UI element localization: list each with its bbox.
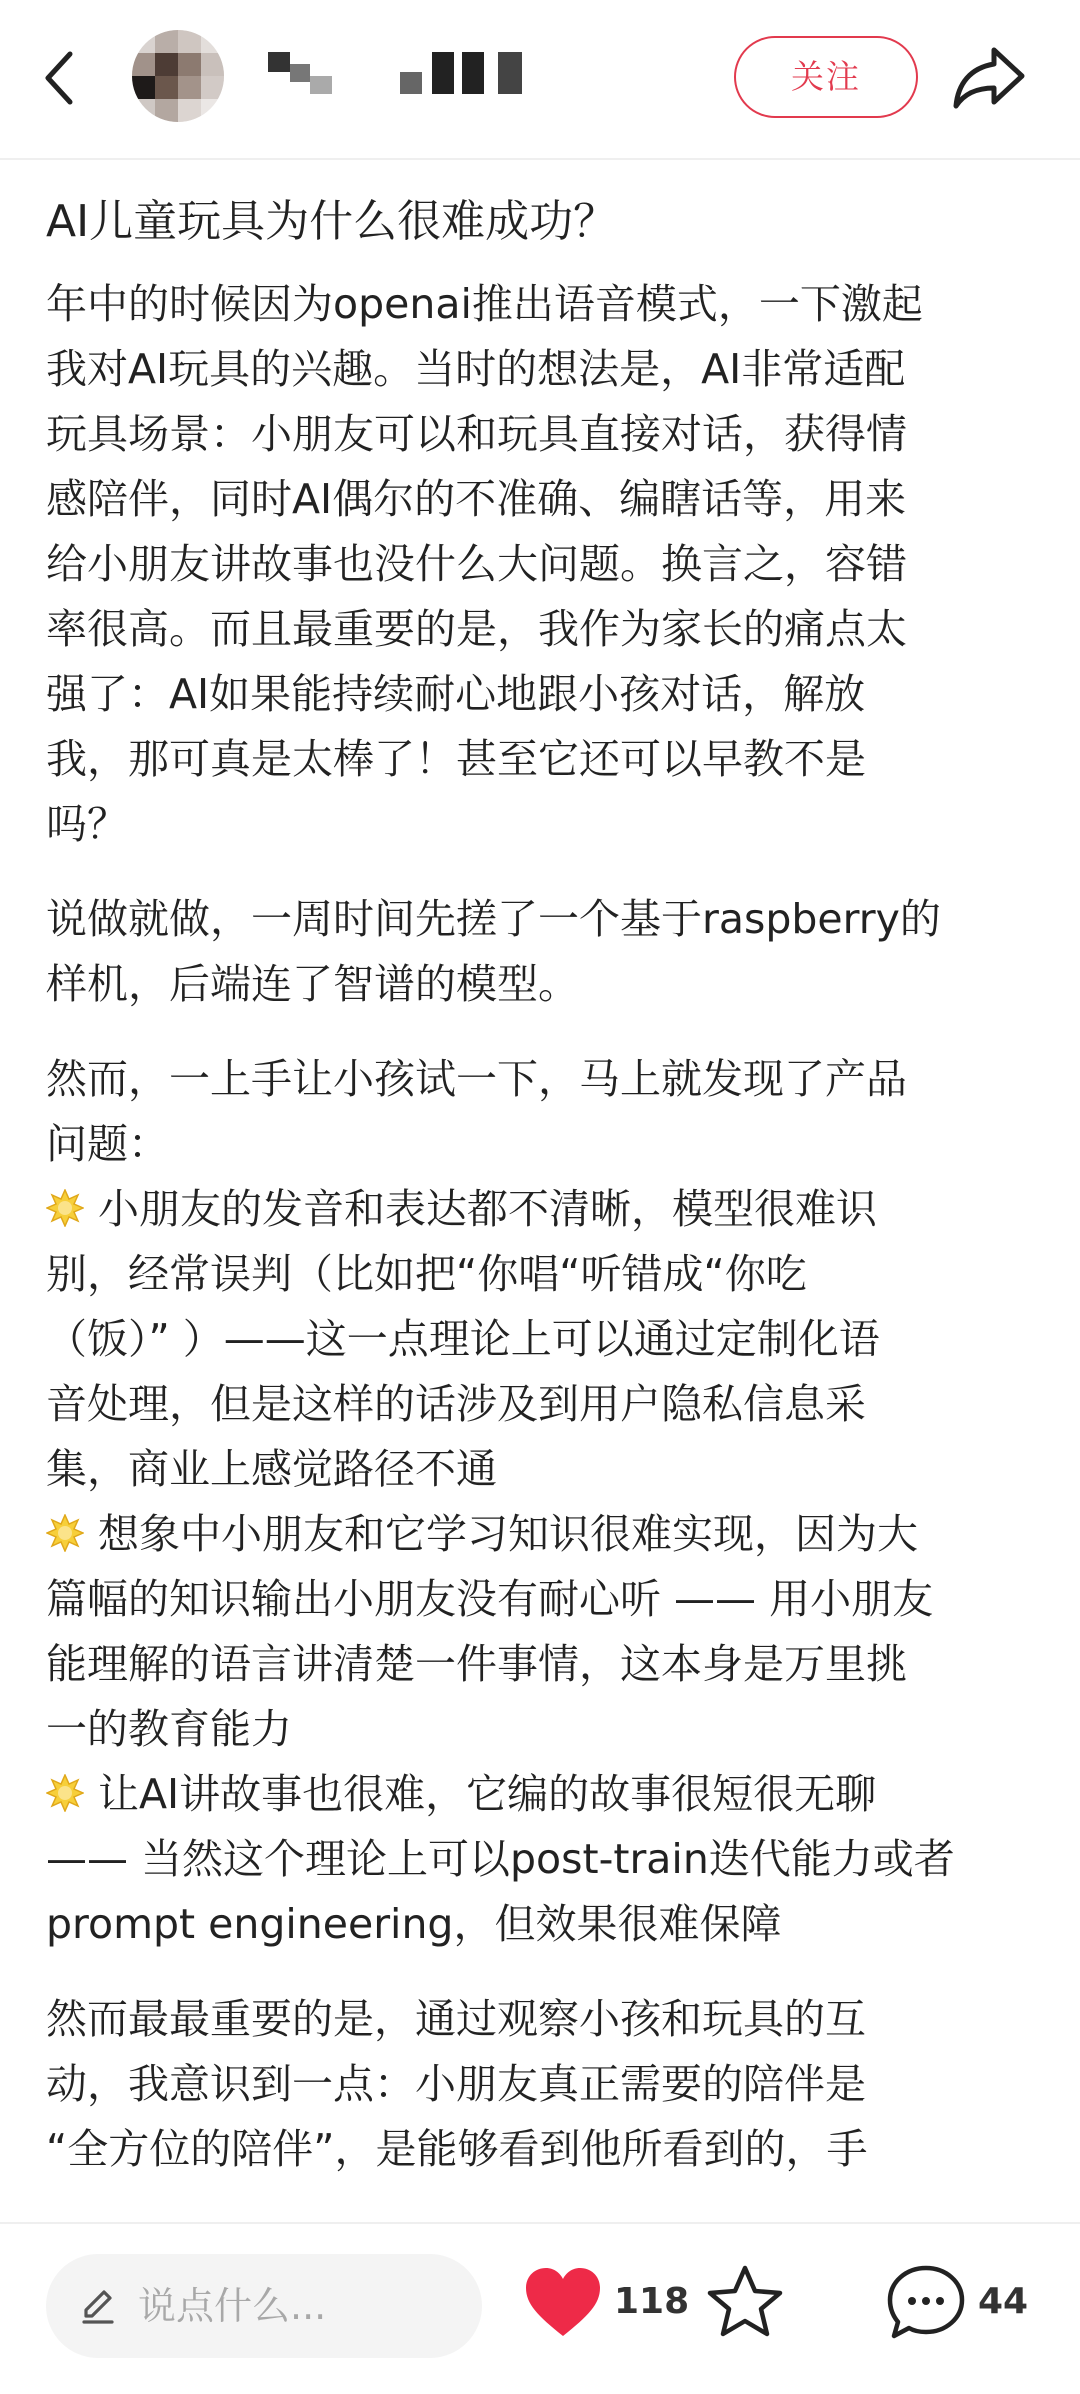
like-button[interactable]	[524, 2266, 602, 2338]
text-line: （饭）” ）——这一点理论上可以通过定制化语	[46, 1315, 880, 1363]
comment-bubble-icon	[886, 2264, 966, 2342]
share-icon	[950, 40, 1030, 116]
text-line: 然而最最重要的是，通过观察小孩和玩具的互	[46, 1995, 866, 2043]
text-line: “全方位的陪伴”，是能够看到他所看到的，手	[46, 2125, 868, 2173]
bullet-item	[46, 1177, 1036, 1502]
text-line: 问题：	[46, 1120, 169, 1168]
text-line: prompt engineering，但效果很难保障	[46, 1900, 782, 1948]
sun-bullet-icon	[46, 1189, 84, 1227]
text-line: 我，那可真是太棒了！甚至它还可以早教不是	[46, 735, 866, 783]
collect-button[interactable]	[706, 2264, 784, 2340]
back-arrow-icon	[36, 40, 96, 116]
post-title: AI儿童玩具为什么很难成功？	[46, 196, 618, 247]
text-line: 吗？	[46, 800, 128, 848]
text-line: 样机，后端连了智谱的模型。	[46, 960, 579, 1008]
bullet-line	[46, 1762, 1036, 1827]
text-line: 音处理，但是这样的话涉及到用户隐私信息采	[46, 1380, 866, 1428]
paragraph-3	[46, 1047, 1036, 1957]
bullet-line	[46, 1502, 1036, 1567]
share-button[interactable]	[950, 40, 1030, 116]
text-line: —— 当然这个理论上可以post-train迭代能力或者	[46, 1835, 955, 1883]
text-line: 一的教育能力	[46, 1705, 292, 1753]
sun-bullet-icon	[46, 1514, 84, 1552]
follow-button[interactable]: 关注	[734, 36, 918, 118]
text-line: 然而，一上手让小孩试一下，马上就发现了产品	[46, 1055, 907, 1103]
text-line: 我对AI玩具的兴趣。当时的想法是，AI非常适配	[46, 345, 906, 393]
bottom-action-bar	[0, 2222, 1080, 2394]
top-nav-bar	[0, 0, 1080, 160]
text-line: 年中的时候因为openai推出语音模式，一下激起	[46, 280, 923, 328]
text-line: 别，经常误判（比如把“你唱“听错成“你吃	[46, 1250, 807, 1298]
text-line: 给小朋友讲故事也没什么大问题。换言之，容错	[46, 540, 907, 588]
comment-placeholder: 说点什么...	[138, 2284, 327, 2328]
bullet-item	[46, 1502, 1036, 1762]
text-line: 强了：AI如果能持续耐心地跟小孩对话，解放	[46, 670, 866, 718]
post-content	[46, 190, 1036, 2212]
text-line: 集，商业上感觉路径不通	[46, 1445, 497, 1493]
paragraph-4	[46, 1987, 1036, 2182]
text-line: 说做就做，一周时间先搓了一个基于raspberry的	[46, 895, 941, 943]
paragraph-2	[46, 887, 1036, 1017]
text-line: 玩具场景：小朋友可以和玩具直接对话，获得情	[46, 410, 907, 458]
star-icon	[706, 2264, 784, 2340]
back-button[interactable]	[36, 40, 96, 116]
text-line: 能理解的语言讲清楚一件事情，这本身是万里挑	[46, 1640, 907, 1688]
heart-icon	[524, 2266, 602, 2338]
bullet-text: 让AI讲故事也很难，它编的故事很短很无聊	[98, 1770, 877, 1818]
bullet-item	[46, 1762, 1036, 1957]
comment-button[interactable]	[886, 2264, 966, 2342]
bullet-text: 想象中小朋友和它学习知识很难实现，因为大	[98, 1510, 918, 1558]
text-line: 率很高。而且最重要的是，我作为家长的痛点太	[46, 605, 907, 653]
like-count: 118	[614, 2281, 690, 2322]
text-line: 篇幅的知识输出小朋友没有耐心听 —— 用小朋友	[46, 1575, 934, 1623]
author-avatar[interactable]	[132, 30, 224, 122]
sun-bullet-icon	[46, 1774, 84, 1812]
paragraph-1	[46, 272, 1036, 857]
comment-count: 44	[978, 2281, 1029, 2322]
comment-input[interactable]	[46, 2254, 482, 2358]
bullet-line	[46, 1177, 1036, 1242]
text-line: 感陪伴，同时AI偶尔的不准确、编瞎话等，用来	[46, 475, 907, 523]
pencil-icon	[78, 2286, 118, 2326]
bullet-text: 小朋友的发音和表达都不清晰，模型很难识	[98, 1185, 877, 1233]
text-line: 动，我意识到一点：小朋友真正需要的陪伴是	[46, 2060, 866, 2108]
author-name-pixelated[interactable]	[262, 50, 532, 100]
